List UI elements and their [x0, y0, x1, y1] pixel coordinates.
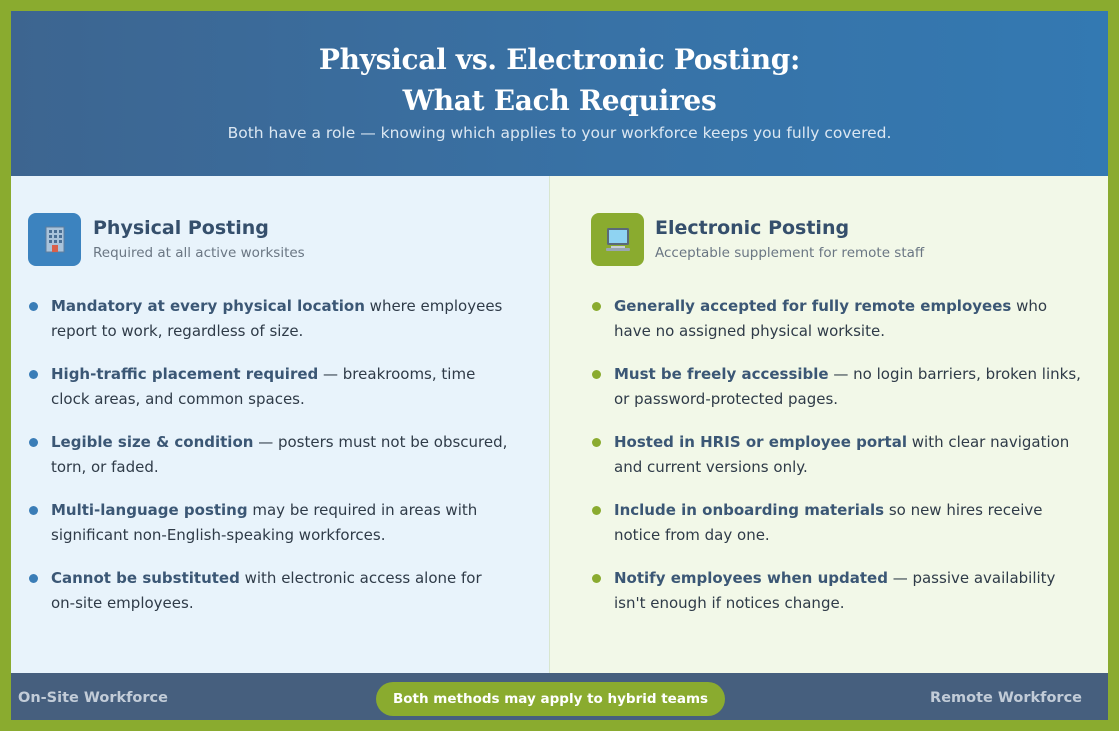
bullet-dot — [29, 438, 38, 447]
physical-posting-subtitle: Required at all active worksites — [93, 245, 305, 261]
footer-bar — [11, 673, 1108, 720]
infographic-frame — [11, 11, 1108, 720]
item-bold: Cannot be substituted — [51, 569, 240, 587]
list-item — [28, 362, 508, 430]
item-bold: Legible size & condition — [51, 433, 254, 451]
item-text: — passive availability isn't enough if notices change. — [614, 569, 1056, 612]
item-bold: Multi-language posting — [51, 501, 248, 519]
list-item — [591, 362, 1081, 430]
item-text: who have no assigned physical worksite. — [614, 297, 1048, 340]
list-item — [28, 566, 508, 634]
item-text: — no login barriers, broken links, or password-protected pages. — [614, 365, 1081, 408]
item-text: with clear navigation and current versions only. — [614, 433, 1070, 476]
office-building-icon — [28, 213, 81, 266]
item-bold: Generally accepted for fully remote employees — [614, 297, 1012, 315]
bullet-dot — [592, 574, 601, 583]
hybrid-teams-badge: Both methods may apply to hybrid teams — [376, 682, 725, 716]
title-line-2: What Each Requires — [402, 84, 717, 117]
on-site-workforce-label: On-Site Workforce — [18, 690, 168, 706]
laptop-computer-icon — [591, 213, 644, 266]
header-banner — [11, 11, 1108, 176]
title-line-1: Physical vs. Electronic Posting: — [318, 43, 801, 76]
physical-posting-list — [28, 294, 508, 634]
remote-workforce-label: Remote Workforce — [930, 690, 1082, 706]
bullet-dot — [29, 506, 38, 515]
item-bold: Include in onboarding materials — [614, 501, 885, 519]
bullet-dot — [29, 370, 38, 379]
bullet-dot — [29, 302, 38, 311]
bullet-dot — [29, 574, 38, 583]
item-bold: Must be freely accessible — [614, 365, 829, 383]
list-item — [28, 430, 508, 498]
page-subtitle: Both have a role — knowing which applies to your workforce keeps you fully covered. — [227, 124, 892, 142]
item-bold: Mandatory at every physical location — [51, 297, 365, 315]
item-bold: Hosted in HRIS or employee portal — [614, 433, 907, 451]
physical-posting-panel — [11, 176, 550, 673]
item-bold: Notify employees when updated — [614, 569, 888, 587]
electronic-posting-title: Electronic Posting — [655, 217, 850, 239]
electronic-posting-subtitle: Acceptable supplement for remote staff — [655, 245, 925, 261]
list-item — [28, 498, 508, 566]
item-text: so new hires receive notice from day one. — [614, 501, 1043, 544]
bullet-dot — [592, 302, 601, 311]
electronic-posting-list — [591, 294, 1081, 634]
list-item — [591, 430, 1081, 498]
item-bold: High-traffic placement required — [51, 365, 319, 383]
list-item — [591, 498, 1081, 566]
list-item — [591, 294, 1081, 362]
bullet-dot — [592, 370, 601, 379]
item-text: — breakrooms, time clock areas, and common spaces. — [51, 365, 476, 408]
item-text: — posters must not be obscured, torn, or faded. — [51, 433, 508, 476]
physical-posting-title: Physical Posting — [93, 217, 269, 239]
list-item — [28, 294, 508, 362]
list-item — [591, 566, 1081, 634]
item-text: may be required in areas with significant non-English-speaking workforces. — [51, 501, 478, 544]
item-text: with electronic access alone for on-site employees. — [51, 569, 482, 612]
page-title — [11, 39, 1108, 121]
item-text: where employees report to work, regardless of size. — [51, 297, 503, 340]
bullet-dot — [592, 506, 601, 515]
electronic-posting-panel — [550, 176, 1108, 673]
bullet-dot — [592, 438, 601, 447]
